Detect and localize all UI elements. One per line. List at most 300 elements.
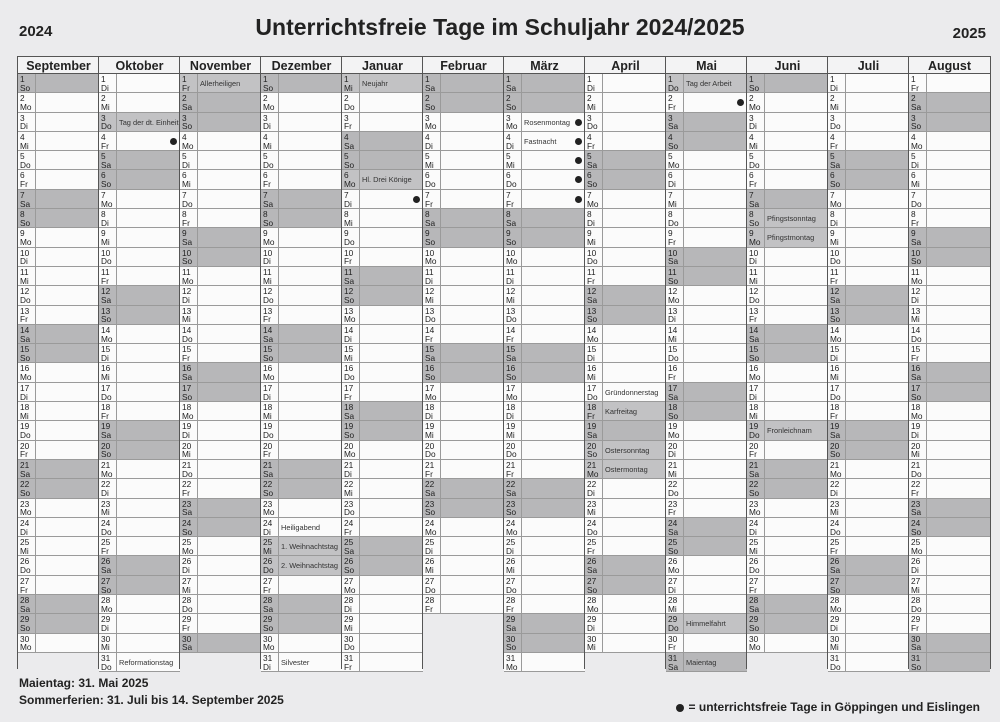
day-cell: 1 Fr [180,74,198,92]
day-cell: 22 Di [828,479,846,497]
day-row [747,595,828,614]
day-cell: 2 Mi [828,93,846,111]
holiday-label: Tag der Arbeit [686,79,732,88]
day-cell: 15 Sa [423,344,441,362]
day-row [180,113,261,132]
day-cell: 27 Mi [909,576,927,594]
day-row [99,113,180,132]
bullet-icon [413,196,420,203]
day-cell: 26 Di [180,556,198,574]
day-cell: 27 Mi [180,576,198,594]
day-cell: 21 Mi [666,460,684,478]
day-row [342,151,423,170]
day-cell: 8 Fr [909,209,927,227]
day-cell: 16 So [423,363,441,381]
day-cell: 1 Di [99,74,117,92]
day-cell: 28 Do [909,595,927,613]
day-row [828,518,909,537]
day-cell: 29 So [18,614,36,632]
day-row [342,363,423,382]
holiday-label: Fronleichnam [767,426,812,436]
day-cell: 26 Sa [585,556,603,574]
day-cell: 28 Sa [747,595,765,613]
day-cell: 20 Do [504,441,522,459]
month-column [584,56,666,669]
day-row [828,228,909,247]
day-cell: 18 Mo [909,402,927,420]
day-cell: 21 Mo [828,460,846,478]
day-cell: 30 Sa [909,634,927,652]
day-cell: 29 Fr [180,614,198,632]
day-row [342,518,423,537]
day-row [747,93,828,112]
day-cell: 24 Do [585,518,603,536]
day-row [18,228,99,247]
day-row [747,209,828,228]
day-cell: 2 Mo [261,93,279,111]
day-cell: 16 Mi [585,363,603,381]
day-row [99,132,180,151]
day-row [99,479,180,498]
day-cell: 25 Mi [18,537,36,555]
day-cell: 21 Di [342,460,360,478]
day-cell: 9 Do [342,228,360,246]
day-cell: 10 Do [99,248,117,266]
day-cell: 30 Do [342,634,360,652]
day-row [909,209,990,228]
day-cell: 17 Do [585,383,603,401]
day-row [18,248,99,267]
day-cell: 11 Mo [909,267,927,285]
day-row [747,344,828,363]
day-row [504,653,585,672]
day-row [666,228,747,247]
day-row [99,634,180,653]
day-cell: 8 Di [585,209,603,227]
day-cell: 17 Sa [666,383,684,401]
day-row [666,74,747,93]
day-cell: 16 Fr [666,363,684,381]
day-cell: 22 Sa [504,479,522,497]
day-row [18,383,99,402]
month-header: April [585,56,666,74]
day-cell: 14 Mo [585,325,603,343]
day-cell: 21 Sa [18,460,36,478]
day-cell: 22 Fr [909,479,927,497]
day-row [828,441,909,460]
day-cell: 4 Fr [828,132,846,150]
day-cell: 18 Fr [828,402,846,420]
day-cell: 4 Fr [99,132,117,150]
day-row [99,74,180,93]
day-cell: 13 Mi [180,306,198,324]
day-cell: 19 Sa [828,421,846,439]
day-row [666,576,747,595]
day-cell: 6 Fr [261,170,279,188]
day-cell: 9 Mo [18,228,36,246]
day-cell: 1 So [747,74,765,92]
day-row [180,344,261,363]
day-cell: 24 Di [261,518,279,536]
day-cell: 23 Fr [666,499,684,517]
day-cell: 7 Sa [18,190,36,208]
day-row [909,556,990,575]
day-row [180,614,261,633]
day-row [828,132,909,151]
day-row [747,634,828,653]
day-row [666,93,747,112]
day-row [504,537,585,556]
day-cell: 29 Di [99,614,117,632]
day-row [666,190,747,209]
day-cell: 8 Sa [423,209,441,227]
day-cell: 15 Fr [180,344,198,362]
day-row [828,151,909,170]
day-row [99,402,180,421]
day-row [180,479,261,498]
day-row [423,74,504,93]
day-cell: 18 Mi [261,402,279,420]
day-row [423,383,504,402]
day-cell: 18 Sa [342,402,360,420]
day-cell: 6 Fr [18,170,36,188]
day-cell: 5 Do [747,151,765,169]
day-cell: 8 Sa [504,209,522,227]
day-row [18,267,99,286]
day-cell: 13 Fr [18,306,36,324]
day-row [99,499,180,518]
day-cell: 25 So [666,537,684,555]
day-row [18,576,99,595]
day-cell: 11 Di [423,267,441,285]
day-cell: 12 Di [180,286,198,304]
day-cell: 12 Do [747,286,765,304]
day-cell: 21 Sa [747,460,765,478]
day-cell: 27 Fr [747,576,765,594]
day-cell: 8 Mi [342,209,360,227]
bullet-icon [737,99,744,106]
holiday-label: Gründonnerstag [605,387,659,397]
day-cell: 5 Mi [423,151,441,169]
holiday-label: Neujahr [362,79,388,88]
day-row [504,344,585,363]
day-row [666,441,747,460]
day-row [504,402,585,421]
day-cell: 30 Mi [828,634,846,652]
day-row [504,170,585,189]
day-row [585,325,666,344]
day-row [180,421,261,440]
day-cell: 4 Fr [585,132,603,150]
bullet-icon [575,119,582,126]
day-row [342,576,423,595]
day-cell: 23 Mi [99,499,117,517]
day-row [261,460,342,479]
day-cell: 8 So [747,209,765,227]
day-row [180,93,261,112]
day-row [909,170,990,189]
day-row [585,286,666,305]
day-cell: 2 Fr [666,93,684,111]
day-row [423,113,504,132]
day-row [666,170,747,189]
day-cell: 28 Mo [99,595,117,613]
day-cell: 28 Mo [828,595,846,613]
day-cell: 14 Mo [99,325,117,343]
day-cell: 12 Sa [828,286,846,304]
day-cell: 28 Mo [585,595,603,613]
day-row [504,306,585,325]
day-row [585,306,666,325]
day-cell: 20 Do [423,441,441,459]
day-cell: 11 Fr [99,267,117,285]
day-cell: 26 Sa [99,556,117,574]
day-cell: 22 So [261,479,279,497]
day-cell: 14 Fr [504,325,522,343]
day-row [504,267,585,286]
day-cell: 27 Fr [18,576,36,594]
day-row [99,363,180,382]
day-row [585,228,666,247]
day-cell: 12 Mo [666,286,684,304]
day-cell: 25 Di [423,537,441,555]
day-cell: 13 So [99,306,117,324]
day-row [828,93,909,112]
day-cell: 21 Fr [504,460,522,478]
day-row [423,363,504,382]
day-cell: 18 Mo [180,402,198,420]
day-cell: 16 Mi [99,363,117,381]
day-row [261,363,342,382]
day-row [18,113,99,132]
day-row [342,132,423,151]
day-row [261,132,342,151]
page-title: Unterrichtsfreie Tage im Schuljahr 2024/2025 [255,14,745,40]
day-cell: 9 Sa [180,228,198,246]
day-cell: 29 So [747,614,765,632]
day-cell: 13 Fr [747,306,765,324]
day-cell: 1 Sa [423,74,441,92]
day-cell: 29 So [261,614,279,632]
day-cell: 27 Di [666,576,684,594]
day-row [99,518,180,537]
day-row [585,363,666,382]
day-row [666,595,747,614]
day-cell: 19 Di [180,421,198,439]
day-row [261,653,342,672]
day-row [18,190,99,209]
day-row [99,306,180,325]
day-cell: 5 Mi [504,151,522,169]
day-cell: 27 Fr [261,576,279,594]
day-cell: 3 So [909,113,927,131]
day-cell: 5 So [342,151,360,169]
day-row [504,113,585,132]
day-cell: 3 Sa [666,113,684,131]
day-cell: 4 Mo [180,132,198,150]
day-row [828,306,909,325]
day-cell: 19 Mi [423,421,441,439]
day-row [261,499,342,518]
day-row [180,190,261,209]
day-row [180,518,261,537]
day-row [585,421,666,440]
day-row [504,93,585,112]
day-cell: 14 Do [180,325,198,343]
day-cell: 24 Mo [504,518,522,536]
month-header: Januar [342,56,423,74]
day-row [585,267,666,286]
day-row [261,634,342,653]
day-cell: 30 Sa [180,634,198,652]
day-row [342,209,423,228]
day-row [342,267,423,286]
day-row [99,441,180,460]
day-cell: 21 Fr [423,460,441,478]
day-row [585,402,666,421]
day-cell: 25 Di [504,537,522,555]
day-row [18,344,99,363]
day-cell: 31 So [909,653,927,671]
day-row [423,479,504,498]
day-cell: 2 Do [342,93,360,111]
day-row [585,479,666,498]
legend [676,700,980,714]
day-row [585,151,666,170]
day-cell: 6 Mi [180,170,198,188]
day-cell: 19 Sa [585,421,603,439]
day-row [747,267,828,286]
day-row [909,325,990,344]
day-cell: 5 Sa [99,151,117,169]
day-cell: 14 Sa [747,325,765,343]
day-cell: 17 Di [261,383,279,401]
day-cell: 7 Fr [423,190,441,208]
day-cell: 14 Fr [423,325,441,343]
day-row [585,344,666,363]
day-cell: 7 Fr [504,190,522,208]
day-row [504,479,585,498]
day-row [99,614,180,633]
day-row [504,190,585,209]
holiday-label: Heiligabend [281,522,321,532]
day-cell: 27 Do [504,576,522,594]
day-cell: 15 So [747,344,765,362]
day-cell: 1 Mi [342,74,360,92]
day-row [99,344,180,363]
day-row [747,325,828,344]
day-cell: 3 So [180,113,198,131]
day-row [909,402,990,421]
holiday-label: Rosenmontag [524,117,571,127]
holiday-label: Hl. Drei Könige [362,175,412,185]
day-row [585,209,666,228]
day-cell: 7 Sa [747,190,765,208]
day-row [342,190,423,209]
day-row [261,306,342,325]
day-cell: 28 Di [342,595,360,613]
day-row [180,363,261,382]
day-cell: 11 Sa [342,267,360,285]
day-row [828,595,909,614]
day-cell: 17 Di [747,383,765,401]
day-row [342,537,423,556]
day-row [423,306,504,325]
day-cell: 6 Do [504,170,522,188]
day-cell: 6 Fr [747,170,765,188]
month-column [422,56,504,669]
day-row [666,132,747,151]
day-row [666,209,747,228]
day-row [585,634,666,653]
day-row [909,460,990,479]
day-row [261,93,342,112]
day-row [423,537,504,556]
day-cell: 2 Mi [99,93,117,111]
day-cell: 1 Sa [504,74,522,92]
day-cell: 2 So [504,93,522,111]
day-row [747,576,828,595]
day-cell: 25 Mi [261,537,279,555]
day-row [666,421,747,440]
day-row [99,595,180,614]
day-row [423,132,504,151]
day-row [342,614,423,633]
day-row [747,556,828,575]
day-row [423,93,504,112]
month-header: September [18,56,99,74]
holiday-label: Karfreitag [605,407,638,417]
day-row [423,460,504,479]
day-row [99,325,180,344]
day-cell: 22 Sa [423,479,441,497]
day-row [828,460,909,479]
day-cell: 11 Mi [18,267,36,285]
day-row [828,421,909,440]
day-cell: 20 So [585,441,603,459]
day-row [342,228,423,247]
day-row [666,267,747,286]
day-cell: 28 Sa [18,595,36,613]
day-row [666,306,747,325]
day-cell: 26 Mi [504,556,522,574]
day-row [747,383,828,402]
day-cell: 4 Di [423,132,441,150]
day-cell: 26 Sa [828,556,846,574]
day-cell: 10 Mo [504,248,522,266]
day-row [261,518,342,537]
day-row [180,325,261,344]
day-cell: 24 So [909,518,927,536]
day-cell: 12 Mi [423,286,441,304]
day-row [747,441,828,460]
day-cell: 15 Di [99,344,117,362]
day-cell: 10 Di [261,248,279,266]
day-cell: 11 Mi [747,267,765,285]
day-cell: 19 Do [18,421,36,439]
day-row [99,228,180,247]
day-cell: 9 So [504,228,522,246]
day-row [99,190,180,209]
day-cell: 13 Fr [261,306,279,324]
day-cell: 5 Di [180,151,198,169]
day-row [828,363,909,382]
day-row [585,190,666,209]
day-row [180,151,261,170]
day-cell: 19 Do [747,421,765,439]
day-cell: 24 Sa [666,518,684,536]
day-row [909,267,990,286]
